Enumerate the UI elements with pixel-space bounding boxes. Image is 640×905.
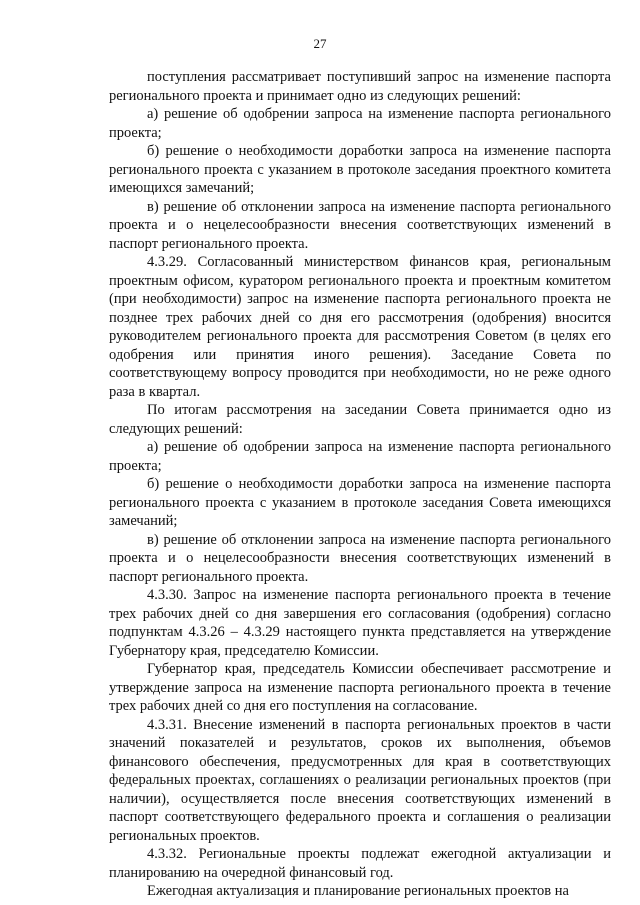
- page-number: 27: [313, 36, 327, 51]
- paragraph-governor-approval: Губернатор края, председатель Комиссии обеспечивает рассмотрение и утверждение запроса на изменение паспорта регионального проекта в течение трех рабочих дней со дня его поступления на согласование.: [109, 661, 611, 714]
- paragraph-annual-update: Ежегодная актуализация и планирование региональных проектов на: [147, 883, 569, 899]
- document-body: [109, 68, 611, 901]
- paragraph-committee-option-c: в) решение об отклонении запроса на изменение паспорта регионального проекта и о нецелесообразности внесения соответствующих изменений в паспорт регионального проекта.: [109, 198, 611, 252]
- paragraph-4-3-32: 4.3.32. Региональные проекты подлежат ежегодной актуализации и планированию на очередной финансовый год.: [109, 846, 611, 881]
- paragraph-4-3-31: 4.3.31. Внесение изменений в паспорта региональных проектов в части значений показателей и результатов, сроков их выполнения, объемов финансового обеспечения, предусмотренных для края в соответствующих федеральных проектах, соглашениях о реализации региональных проектов (при наличии), осуществляется после внесения соответствующих изменений в паспорт соответствующего федерального проекта и соглашения о реализации региональных проектов.: [109, 716, 611, 844]
- paragraph-4-3-30: 4.3.30. Запрос на изменение паспорта регионального проекта в течение трех рабочих дней со дня завершения его согласования (одобрения) согласно подпунктам 4.3.26 – 4.3.29 настоящего пункта представляется на утверждение Губернатору края, председателю Комиссии.: [109, 587, 611, 659]
- paragraph-committee-option-b: б) решение о необходимости доработки запроса на изменение паспорта регионального проекта с указанием в протоколе заседания проектного комитета имеющихся замечаний;: [109, 143, 611, 196]
- paragraph-intro-continuation: поступления рассматривает поступивший запрос на изменение паспорта регионального проекта и принимает одно из следующих решений:: [109, 69, 611, 104]
- paragraph-council-decisions: По итогам рассмотрения на заседании Совета принимается одно из следующих решений:: [109, 402, 611, 437]
- paragraph-committee-option-a: а) решение об одобрении запроса на изменение паспорта регионального проекта;: [109, 106, 611, 141]
- paragraph-4-3-29: 4.3.29. Согласованный министерством финансов края, региональным проектным офисом, куратором регионального проекта и проектным комитетом (при необходимости) запрос на изменение паспорта регионального проекта не позднее трех рабочих дней со дня его рассмотрения (одобрения) вносится руководителем регионального проекта для рассмотрения Советом (в целях его одобрения или принятия иного решения). Заседание Совета по соответствующему вопросу проводится при необходимости, но не реже одного раза в квартал.: [109, 254, 611, 400]
- paragraph-council-option-a: а) решение об одобрении запроса на изменение паспорта регионального проекта;: [109, 439, 611, 474]
- paragraph-council-option-c: в) решение об отклонении запроса на изменение паспорта регионального проекта и о нецелесообразности внесения соответствующих изменений в паспорт регионального проекта.: [109, 531, 611, 585]
- paragraph-council-option-b: б) решение о необходимости доработки запроса на изменение паспорта регионального проекта с указанием в протоколе заседания Совета имеющихся замечаний;: [109, 476, 611, 529]
